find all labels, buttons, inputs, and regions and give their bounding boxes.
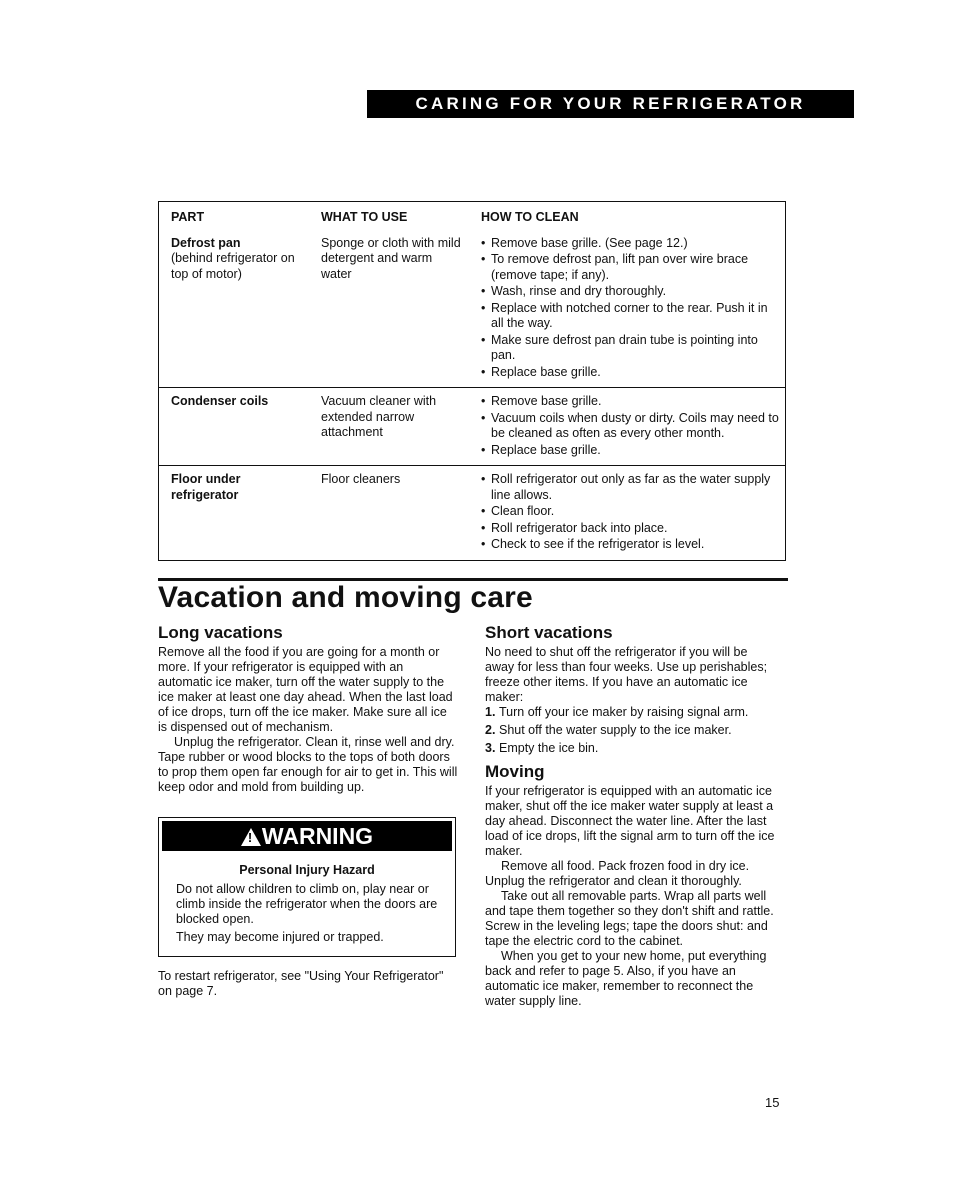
moving-paragraph: Take out all removable parts. Wrap all parts well and tape them together so they don't shift and rattle. Screw in the leveling legs; tape the doors shut: and tape the electric cord to the cabinet. xyxy=(485,889,774,948)
list-item: • Check to see if the refrigerator is level. xyxy=(481,537,779,553)
left-column xyxy=(158,623,458,999)
list-item: • Wash, rinse and dry thoroughly. xyxy=(481,284,779,300)
part-name: Floor under refrigerator xyxy=(171,472,241,502)
right-column xyxy=(485,623,777,1009)
step-text: Shut off the water supply to the ice maker. xyxy=(499,723,732,737)
moving-heading: Moving xyxy=(485,762,545,781)
list-item xyxy=(485,723,777,738)
restart-note: To restart refrigerator, see "Using Your Refrigerator" on page 7. xyxy=(158,969,444,998)
how-to-clean-cell xyxy=(469,230,786,388)
table-row xyxy=(159,388,786,466)
header-what-to-use: WHAT TO USE xyxy=(321,210,408,224)
part-cell xyxy=(159,388,310,466)
list-item: • Vacuum coils when dusty or dirty. Coils may need to be cleaned as often as every other month. xyxy=(481,411,779,442)
what-to-use-cell: Sponge or cloth with mild detergent and warm water xyxy=(321,235,461,281)
cleaning-table xyxy=(158,201,786,561)
list-item: • Roll refrigerator out only as far as the water supply line allows. xyxy=(481,472,779,503)
table-header-row xyxy=(159,202,786,230)
step-number: 1. xyxy=(485,705,496,719)
what-to-use-cell: Vacuum cleaner with extended narrow attachment xyxy=(309,388,469,466)
list-item: • Make sure defrost pan drain tube is pointing into pan. xyxy=(481,333,779,364)
warning-body xyxy=(159,882,455,945)
cleaning-steps xyxy=(481,394,779,458)
list-item: • Remove base grille. xyxy=(481,394,779,410)
table-row xyxy=(159,230,786,388)
list-item: • Replace base grille. xyxy=(481,443,779,459)
short-vacations-heading: Short vacations xyxy=(485,623,613,642)
long-vacations-heading: Long vacations xyxy=(158,623,283,642)
moving-paragraph: Remove all food. Pack frozen food in dry ice. Unplug the refrigerator and clean it thoroughly. xyxy=(485,859,750,888)
warning-hazard-title: Personal Injury Hazard xyxy=(239,863,375,877)
part-cell xyxy=(159,230,310,388)
short-vacations-intro: No need to shut off the refrigerator if you will be away for less than four weeks. Use up perishables; freeze other items. If you have an automatic ice maker: xyxy=(485,645,768,704)
part-detail: (behind refrigerator on top of motor) xyxy=(171,251,295,281)
part-name: Defrost pan xyxy=(171,235,241,250)
list-item: • Remove base grille. (See page 12.) xyxy=(481,236,779,252)
list-item xyxy=(485,705,777,720)
table-row xyxy=(159,466,786,561)
step-number: 2. xyxy=(485,723,496,737)
list-item: • To remove defrost pan, lift pan over wire brace (remove tape; if any). xyxy=(481,252,779,283)
part-name: Condenser coils xyxy=(171,394,269,408)
moving-paragraph: If your refrigerator is equipped with an automatic ice maker, shut off the ice maker water supply at least a day ahead. Disconnect the water line. After the last load of ice drops, lift the signal arm to turn off the ice maker. xyxy=(485,784,775,858)
step-number: 3. xyxy=(485,741,496,755)
warning-banner xyxy=(162,821,452,851)
short-vacations-steps xyxy=(485,705,777,756)
step-text: Turn off your ice maker by raising signal arm. xyxy=(499,705,749,719)
cleaning-steps xyxy=(481,236,779,381)
what-to-use-cell: Floor cleaners xyxy=(309,466,469,561)
header-part: PART xyxy=(171,210,205,224)
list-item: • Replace with notched corner to the rear. Push it in all the way. xyxy=(481,301,779,332)
warning-label: WARNING xyxy=(261,823,374,849)
step-text: Empty the ice bin. xyxy=(499,741,599,755)
cleaning-steps xyxy=(481,472,779,553)
list-item: • Roll refrigerator back into place. xyxy=(481,521,779,537)
warning-text: Do not allow children to climb on, play near or climb inside the refrigerator when the doors are blocked open. xyxy=(176,882,438,926)
page-number: 15 xyxy=(765,1095,780,1110)
section-title: Vacation and moving care xyxy=(158,581,533,614)
how-to-clean-cell xyxy=(469,466,786,561)
warning-triangle-icon xyxy=(241,828,261,846)
warning-box xyxy=(158,817,456,957)
page-header-banner: CARING FOR YOUR REFRIGERATOR xyxy=(367,90,854,118)
list-item: • Replace base grille. xyxy=(481,365,779,381)
list-item xyxy=(485,741,777,756)
how-to-clean-cell xyxy=(469,388,786,466)
long-vacations-paragraph: Unplug the refrigerator. Clean it, rinse well and dry. Tape rubber or wood blocks to the tops of both doors to prop them open far enough for air to get in. This will keep odor and mold from building up. xyxy=(158,735,458,794)
header-how-to-clean: HOW TO CLEAN xyxy=(481,210,579,224)
long-vacations-paragraph: Remove all the food if you are going for a month or more. If your refrigerator is equipped with an automatic ice maker, turn off the water supply to the ice maker at least one day ahead. When the last load of ice drops, turn off the ice maker. Make sure all ice is dispensed out of mechanism. xyxy=(158,645,453,734)
moving-paragraph: When you get to your new home, put everything back and refer to page 5. Also, if you have an automatic ice maker, remember to reconnect the water supply line. xyxy=(485,949,767,1008)
warning-text: They may become injured or trapped. xyxy=(176,930,384,944)
part-cell xyxy=(159,466,310,561)
list-item: • Clean floor. xyxy=(481,504,779,520)
